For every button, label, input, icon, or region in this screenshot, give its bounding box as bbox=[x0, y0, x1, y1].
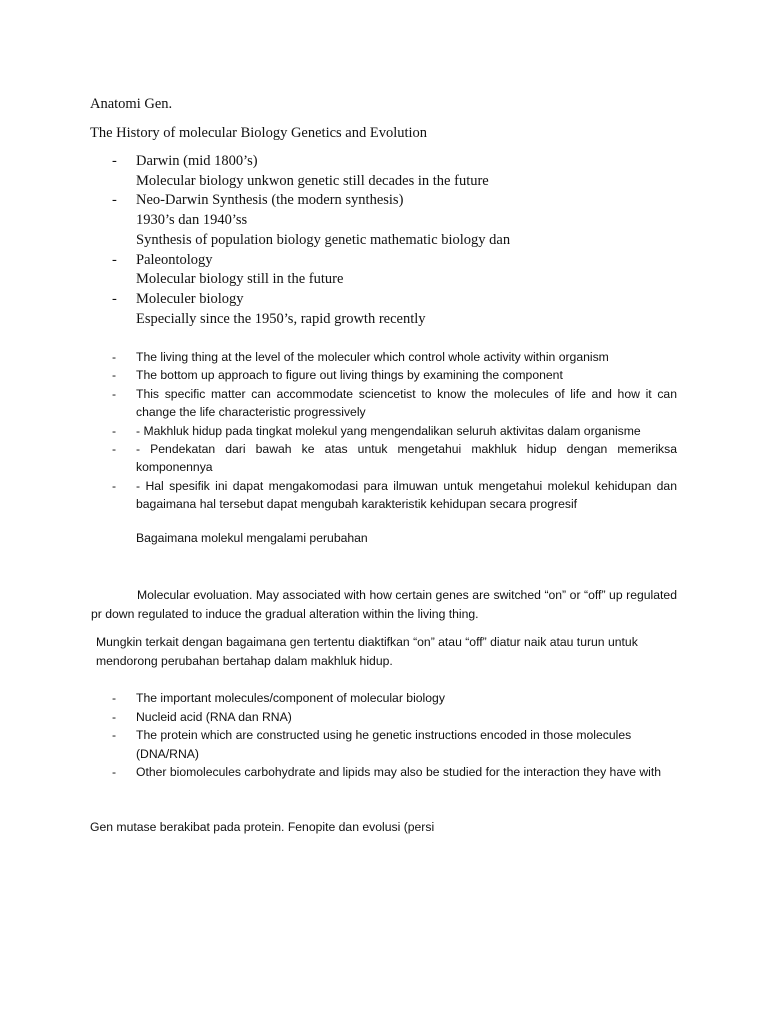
list-item-text: The protein which are constructed using he genetic instructions encoded in those molecules (DNA/RNA) bbox=[136, 728, 632, 761]
list-item bbox=[0, 477, 768, 514]
list-item-text: The living thing at the level of the moleculer which control whole activity within organism bbox=[136, 350, 609, 364]
list-item-detail: Molecular biology unkwon genetic still decades in the future bbox=[136, 172, 489, 189]
list-item-text: - Makhluk hidup pada tingkat molekul yang mengendalikan seluruh aktivitas dalam organisme bbox=[136, 423, 641, 438]
translation-paragraph: Mungkin terkait dengan bagaimana gen tertentu diaktifkan “on” atau “off” diatur naik atau turun untuk mendorong perubahan bertahap dalam makhluk hidup. bbox=[96, 635, 638, 668]
list-item-heading: Darwin (mid 1800’s) bbox=[136, 153, 258, 169]
list-item-text: - Hal spesifik ini dapat mengakomodasi para ilmuwan untuk mengetahui molekul kehidupan dan bagaimana hal tersebut dapat mengubah karakteristik kehidupan secara progresif bbox=[136, 478, 677, 512]
list-item-text: This specific matter can accommodate sciencetist to know the molecules of life and how it can change the life characteristic progressively bbox=[136, 386, 677, 420]
list-item-heading: Neo-Darwin Synthesis (the modern synthesis) bbox=[136, 192, 404, 209]
list-item bbox=[0, 726, 768, 763]
document-title: Anatomi Gen. bbox=[90, 96, 173, 112]
evolution-paragraph: Molecular evoluation. May associated with how certain genes are switched “on” or “off” up regulated pr down regulated to induce the gradual alteration within the living thing. bbox=[91, 588, 677, 621]
closing-line: Gen mutase berakibat pada protein. Fenopite dan evolusi (persi bbox=[90, 820, 435, 834]
list-item-detail: Molecular biology still in the future bbox=[136, 271, 344, 288]
bullet-dash: - bbox=[112, 765, 117, 780]
bullet-dash: - bbox=[112, 478, 117, 493]
list-item-heading: Moleculer biology bbox=[136, 290, 244, 307]
list-item bbox=[0, 348, 768, 366]
list-item bbox=[0, 708, 768, 727]
bullet-dash: - bbox=[112, 728, 117, 743]
list-item bbox=[0, 290, 768, 329]
bullet-dash: - bbox=[112, 368, 117, 383]
list-item-text: The important molecules/component of molecular biology bbox=[136, 691, 445, 705]
document-subtitle: The History of molecular Biology Genetics and Evolution bbox=[90, 125, 428, 141]
definition-list bbox=[0, 348, 768, 514]
history-list bbox=[0, 152, 768, 329]
list-item bbox=[0, 689, 768, 708]
bullet-dash: - bbox=[112, 423, 117, 438]
molecules-list bbox=[0, 689, 768, 782]
bullet-dash: - bbox=[112, 386, 117, 401]
bullet-dash: - bbox=[112, 251, 117, 268]
bullet-dash: - bbox=[112, 192, 117, 209]
bagaimana-line: Bagaimana molekul mengalami perubahan bbox=[136, 531, 368, 545]
list-item-text: The bottom up approach to figure out living things by examining the component bbox=[136, 368, 563, 383]
list-item-heading: Paleontology bbox=[136, 251, 213, 268]
list-item bbox=[0, 152, 768, 191]
bullet-dash: - bbox=[112, 350, 117, 364]
list-item-text: - Pendekatan dari bawah ke atas untuk mengetahui makhluk hidup dengan memeriksa komponennya bbox=[136, 442, 677, 475]
list-item bbox=[0, 385, 768, 422]
bullet-dash: - bbox=[112, 442, 117, 457]
list-item bbox=[0, 366, 768, 384]
list-item bbox=[0, 251, 768, 290]
bullet-dash: - bbox=[112, 290, 117, 307]
list-item bbox=[0, 440, 768, 477]
list-item bbox=[0, 191, 768, 250]
bullet-dash: - bbox=[112, 709, 117, 724]
bullet-dash: - bbox=[112, 691, 117, 705]
list-item-text: Nucleid acid (RNA dan RNA) bbox=[136, 709, 292, 724]
list-item-detail: 1930’s dan 1940’ss bbox=[136, 212, 248, 229]
bullet-dash: - bbox=[112, 153, 117, 169]
list-item bbox=[0, 763, 768, 782]
list-item-detail: Especially since the 1950’s, rapid growth recently bbox=[136, 310, 426, 327]
list-item-detail: Synthesis of population biology genetic mathematic biology dan bbox=[136, 231, 511, 248]
list-item bbox=[0, 422, 768, 440]
list-item-text: Other biomolecules carbohydrate and lipids may also be studied for the interaction they have with bbox=[136, 765, 662, 780]
